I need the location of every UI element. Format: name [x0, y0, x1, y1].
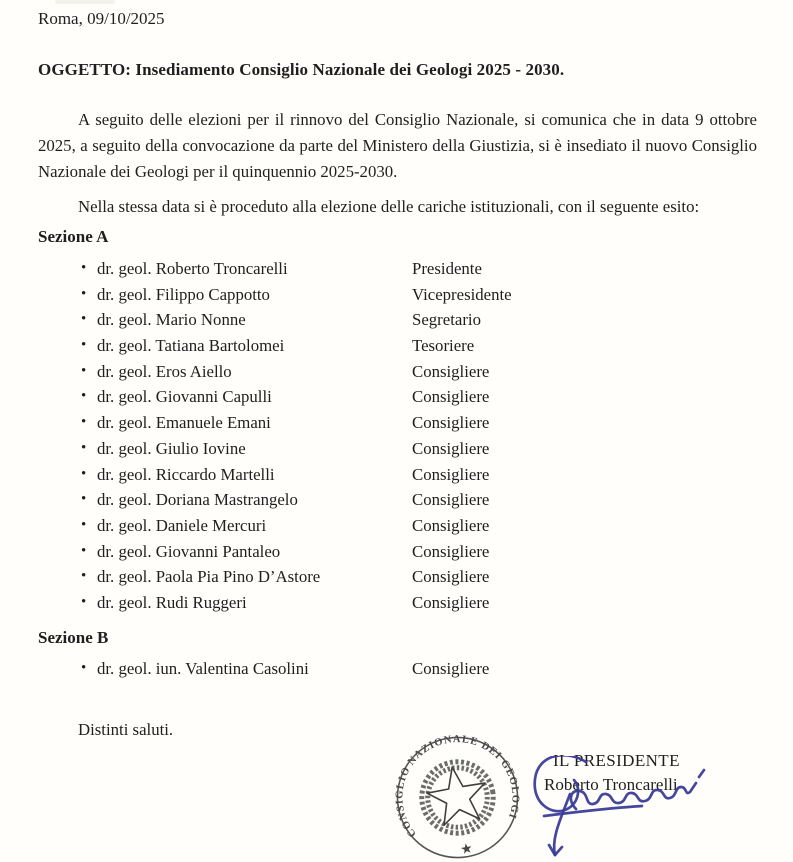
bullet-icon — [81, 436, 86, 462]
member-row — [38, 656, 757, 682]
member-role: Consigliere — [412, 413, 490, 433]
bullet-icon — [81, 359, 86, 385]
member-role: Consigliere — [412, 541, 490, 561]
seal-curved-text: CONSIGLIO NAZIONALE DEI GEOLOGI — [394, 734, 521, 839]
member-name: dr. geol. Giovanni Pantaleo — [97, 541, 281, 561]
member-role: Consigliere — [412, 464, 490, 484]
bullet-icon — [81, 307, 86, 333]
member-row — [38, 513, 757, 539]
bullet-icon — [81, 282, 86, 308]
member-name: dr. geol. Giovanni Capulli — [97, 387, 272, 407]
bullet-icon — [81, 333, 86, 359]
member-row — [38, 410, 757, 436]
section-b-member-list — [38, 656, 757, 682]
member-row — [38, 333, 757, 359]
member-name: dr. geol. Doriana Mastrangelo — [97, 490, 298, 510]
member-name: dr. geol. Rudi Ruggeri — [97, 592, 247, 612]
bullet-icon — [81, 513, 86, 539]
member-role: Consigliere — [412, 659, 490, 678]
member-row — [38, 539, 757, 565]
closing-salutation: Distinti saluti. — [78, 720, 174, 739]
member-name: dr. geol. Giulio Iovine — [97, 438, 246, 458]
member-name: dr. geol. Emanuele Emani — [97, 413, 271, 433]
date-line: Roma, 09/10/2025 — [38, 9, 165, 28]
member-name: dr. geol. iun. Valentina Casolini — [97, 659, 309, 678]
member-row — [38, 487, 757, 513]
member-row — [38, 462, 757, 488]
member-name: dr. geol. Filippo Cappotto — [97, 284, 270, 304]
member-role: Consigliere — [412, 387, 490, 407]
member-name: dr. geol. Paola Pia Pino D’Astore — [97, 567, 321, 587]
member-name: dr. geol. Roberto Troncarelli — [97, 259, 288, 278]
member-name: dr. geol. Riccardo Martelli — [97, 464, 275, 484]
section-a-member-list — [38, 256, 757, 616]
member-name: dr. geol. Mario Nonne — [97, 310, 246, 330]
bullet-icon — [81, 462, 86, 488]
member-row — [38, 564, 757, 590]
member-row — [38, 282, 757, 308]
member-role: Consigliere — [412, 592, 490, 612]
bullet-icon — [81, 590, 86, 616]
scan-artifact — [55, 0, 115, 4]
member-role: Consigliere — [412, 515, 490, 535]
official-seal-stamp — [394, 734, 521, 861]
bullet-icon — [81, 656, 86, 682]
member-role: Consigliere — [412, 567, 490, 587]
member-role: Presidente — [412, 259, 482, 278]
paragraph-insediamento: A seguito delle elezioni per il rinnovo del Consiglio Nazionale, si comunica che in data 9 ottobre 2025, a seguito della convocazione da parte del Ministero della Giustizia, si è insediato il nuovo Consiglio Nazionale dei Geologi per il quinquennio 2025-2030. — [38, 110, 757, 181]
paragraph-elezione-cariche: Nella stessa data si è proceduto alla elezione delle cariche istituzionali, con il seguente esito: — [78, 197, 700, 216]
president-name: Roberto Troncarelli — [544, 775, 678, 794]
section-a-title: Sezione A — [38, 227, 109, 246]
member-role: Vicepresidente — [412, 284, 512, 304]
member-role: Consigliere — [412, 361, 490, 381]
member-role: Consigliere — [412, 490, 490, 510]
member-role: Tesoriere — [412, 336, 475, 356]
member-row — [38, 256, 757, 282]
member-role: Segretario — [412, 310, 481, 330]
seal-bottom-star-icon — [460, 842, 472, 854]
bullet-icon — [81, 487, 86, 513]
member-row — [38, 384, 757, 410]
bullet-icon — [81, 564, 86, 590]
member-row — [38, 359, 757, 385]
bullet-icon — [81, 539, 86, 565]
member-name: dr. geol. Tatiana Bartolomei — [97, 336, 285, 356]
member-name: dr. geol. Daniele Mercuri — [97, 515, 267, 535]
member-row — [38, 436, 757, 462]
member-name: dr. geol. Eros Aiello — [97, 361, 232, 381]
president-title: IL PRESIDENTE — [553, 751, 680, 770]
member-row — [38, 307, 757, 333]
member-role: Consigliere — [412, 438, 490, 458]
bullet-icon — [81, 410, 86, 436]
subject-line: OGGETTO: Insediamento Consiglio Nazionale dei Geologi 2025 - 2030. — [38, 60, 565, 79]
member-row — [38, 590, 757, 616]
bullet-icon — [81, 384, 86, 410]
section-b-title: Sezione B — [38, 628, 109, 647]
handwritten-signature-ink — [518, 756, 713, 862]
bullet-icon — [81, 256, 86, 282]
